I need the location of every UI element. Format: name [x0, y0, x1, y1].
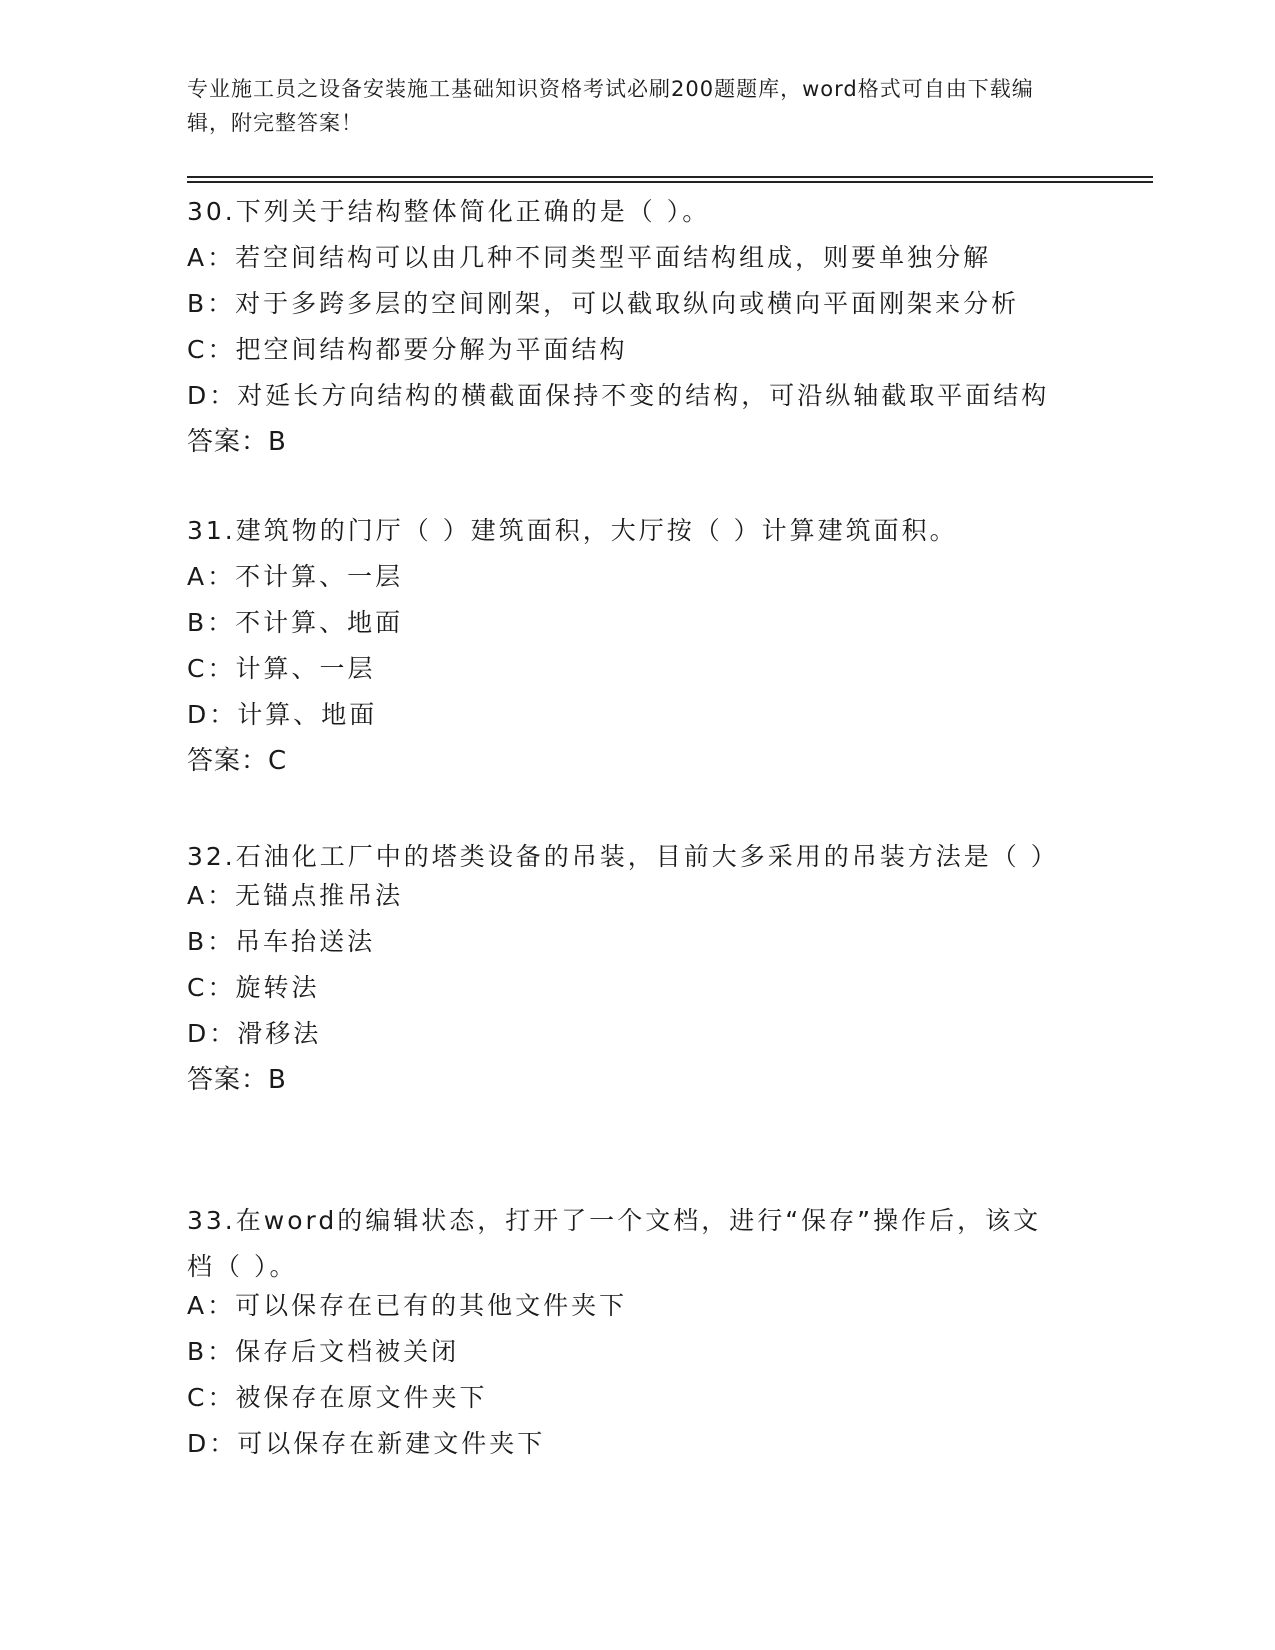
option-a: A：可以保存在已有的其他文件夹下 [187, 1291, 628, 1320]
option-a: A：无锚点推吊法 [187, 881, 404, 910]
option-a: A：若空间结构可以由几种不同类型平面结构组成，则要单独分解 [187, 243, 992, 272]
question-stem: 31.建筑物的门厅（ ）建筑面积，大厅按（ ）计算建筑面积。 [187, 516, 958, 545]
option-c: C：计算、一层 [187, 654, 376, 683]
question-stem: 33.在word的编辑状态，打开了一个文档，进行“保存”操作后，该文档（ ）。 [187, 1206, 1042, 1281]
option-b: B：保存后文档被关闭 [187, 1337, 460, 1366]
option-d: D：计算、地面 [187, 700, 378, 729]
answer-label: 答案：B [187, 1065, 287, 1095]
question-31 [187, 515, 1087, 791]
option-a: A：不计算、一层 [187, 562, 404, 591]
option-b: B：对于多跨多层的空间刚架，可以截取纵向或横向平面刚架来分析 [187, 289, 1020, 318]
option-b: B：不计算、地面 [187, 608, 404, 637]
question-32 [187, 834, 1087, 1110]
document-header: 专业施工员之设备安装施工基础知识资格考试必刷200题题库，word格式可自由下载编辑，附完整答案！ [187, 77, 1034, 135]
question-stem: 32.石油化工厂中的塔类设备的吊装，目前大多采用的吊装方法是（ ） [187, 842, 1059, 871]
answer-label: 答案：C [187, 746, 288, 776]
option-c: C：被保存在原文件夹下 [187, 1383, 488, 1412]
header-divider-bottom [187, 181, 1153, 183]
option-c: C：把空间结构都要分解为平面结构 [187, 335, 628, 364]
option-c: C：旋转法 [187, 973, 320, 1002]
option-d: D：可以保存在新建文件夹下 [187, 1429, 546, 1458]
header-divider-top [187, 176, 1153, 178]
answer-label: 答案：B [187, 427, 287, 457]
option-d: D：滑移法 [187, 1019, 322, 1048]
question-stem: 30.下列关于结构整体简化正确的是（ ）。 [187, 197, 711, 226]
question-33 [187, 1198, 1087, 1474]
option-b: B：吊车抬送法 [187, 927, 376, 956]
question-30 [187, 196, 1087, 472]
option-d: D：对延长方向结构的横截面保持不变的结构，可沿纵轴截取平面结构 [187, 381, 1050, 410]
